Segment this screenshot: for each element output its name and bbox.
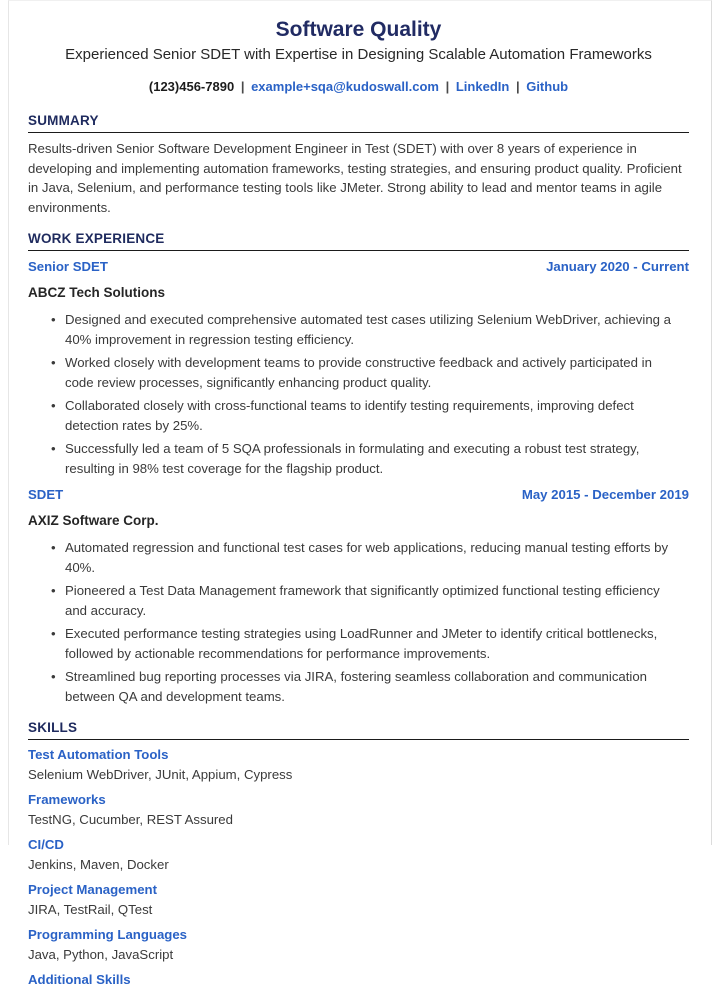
job-bullet: • Executed performance testing strategies using LoadRunner and JMeter to identify critical bottlenecks, followed by actionable recommendations for performance improvements. bbox=[65, 624, 671, 663]
skill-category-items: Jenkins, Maven, Docker bbox=[28, 857, 169, 872]
page-title: Software Quality bbox=[275, 18, 442, 41]
resume-header bbox=[28, 16, 689, 96]
contact-separator: | bbox=[445, 79, 450, 94]
resume-page bbox=[8, 0, 712, 987]
job-bullet: • Worked closely with development teams to provide constructive feedback and actively participated in code review processes, significantly enhancing product quality. bbox=[65, 353, 671, 392]
contact-separator: | bbox=[515, 79, 520, 94]
skill-category-label: Programming Languages bbox=[28, 927, 188, 942]
skill-category-items: TestNG, Cucumber, REST Assured bbox=[28, 812, 233, 827]
skill-category-label: Project Management bbox=[28, 882, 157, 897]
summary-text: Results-driven Senior Software Development Engineer in Test (SDET) with over 8 years of experience in developing and implementing automation frameworks, testing strategies, and ensuring product quality. Proficient in Java, Selenium, and performance testing tools like JMeter. Strong ability to lead and mentor teams in agile environments. bbox=[28, 141, 682, 215]
skill-category-frameworks bbox=[28, 790, 689, 830]
skills-heading: SKILLS bbox=[28, 720, 689, 740]
work-experience-section bbox=[28, 231, 689, 706]
job-bullet: • Pioneered a Test Data Management framework that significantly optimized functional testing efficiency and accuracy. bbox=[65, 581, 671, 620]
company-name: ABCZ Tech Solutions bbox=[28, 285, 165, 300]
job-bullet: • Streamlined bug reporting processes via JIRA, fostering seamless collaboration and communication between QA and development teams. bbox=[65, 667, 671, 706]
job-entry-senior-sdet bbox=[28, 258, 689, 478]
job-bullet: • Automated regression and functional test cases for web applications, reducing manual testing efforts by 40%. bbox=[65, 538, 671, 577]
summary-section bbox=[28, 113, 689, 217]
job-bullet: • Successfully led a team of 5 SQA professionals in formulating and executing a robust test strategy, resulting in 98% test coverage for the flagship product. bbox=[65, 439, 671, 478]
headline: Experienced Senior SDET with Expertise in Designing Scalable Automation Frameworks bbox=[65, 46, 652, 63]
job-header bbox=[28, 258, 689, 275]
summary-heading: SUMMARY bbox=[28, 113, 689, 133]
job-bullet-list bbox=[28, 310, 689, 478]
job-entry-sdet bbox=[28, 486, 689, 706]
skills-section bbox=[28, 720, 689, 990]
job-bullet-list bbox=[28, 538, 689, 706]
skill-category-items: Selenium WebDriver, JUnit, Appium, Cypress bbox=[28, 767, 293, 782]
skill-category-test-automation-tools bbox=[28, 745, 689, 785]
skill-category-label: Test Automation Tools bbox=[28, 747, 169, 762]
skill-category-project-management bbox=[28, 880, 689, 920]
job-bullet: • Collaborated closely with cross-functional teams to identify testing requirements, improving defect detection rates by 25%. bbox=[65, 396, 671, 435]
job-title: Senior SDET bbox=[28, 259, 108, 274]
skill-category-items: Java, Python, JavaScript bbox=[28, 947, 174, 962]
job-header bbox=[28, 486, 689, 503]
email-link[interactable]: example+sqa@kudoswall.com bbox=[251, 79, 439, 94]
skill-category-label: CI/CD bbox=[28, 837, 64, 852]
contact-line bbox=[28, 78, 689, 96]
contact-separator: | bbox=[240, 79, 245, 94]
linkedin-link[interactable]: LinkedIn bbox=[455, 79, 510, 94]
skill-category-label: Frameworks bbox=[28, 792, 106, 807]
job-bullet: • Designed and executed comprehensive automated test cases utilizing Selenium WebDriver, achieving a 40% improvement in regression testing efficiency. bbox=[65, 310, 671, 349]
skill-category-items: JIRA, TestRail, QTest bbox=[28, 902, 153, 917]
github-link[interactable]: Github bbox=[526, 79, 569, 94]
skill-category-additional-skills bbox=[28, 970, 689, 990]
work-experience-heading: WORK EXPERIENCE bbox=[28, 231, 689, 251]
job-dates: January 2020 - Current bbox=[546, 259, 689, 274]
phone-number: (123)456-7890 bbox=[148, 79, 235, 94]
skill-category-label: Additional Skills bbox=[28, 972, 131, 987]
skill-category-ci-cd bbox=[28, 835, 689, 875]
skill-category-programming-languages bbox=[28, 925, 689, 965]
company-name: AXIZ Software Corp. bbox=[28, 513, 159, 528]
job-dates: May 2015 - December 2019 bbox=[521, 487, 689, 502]
job-title: SDET bbox=[28, 487, 64, 502]
